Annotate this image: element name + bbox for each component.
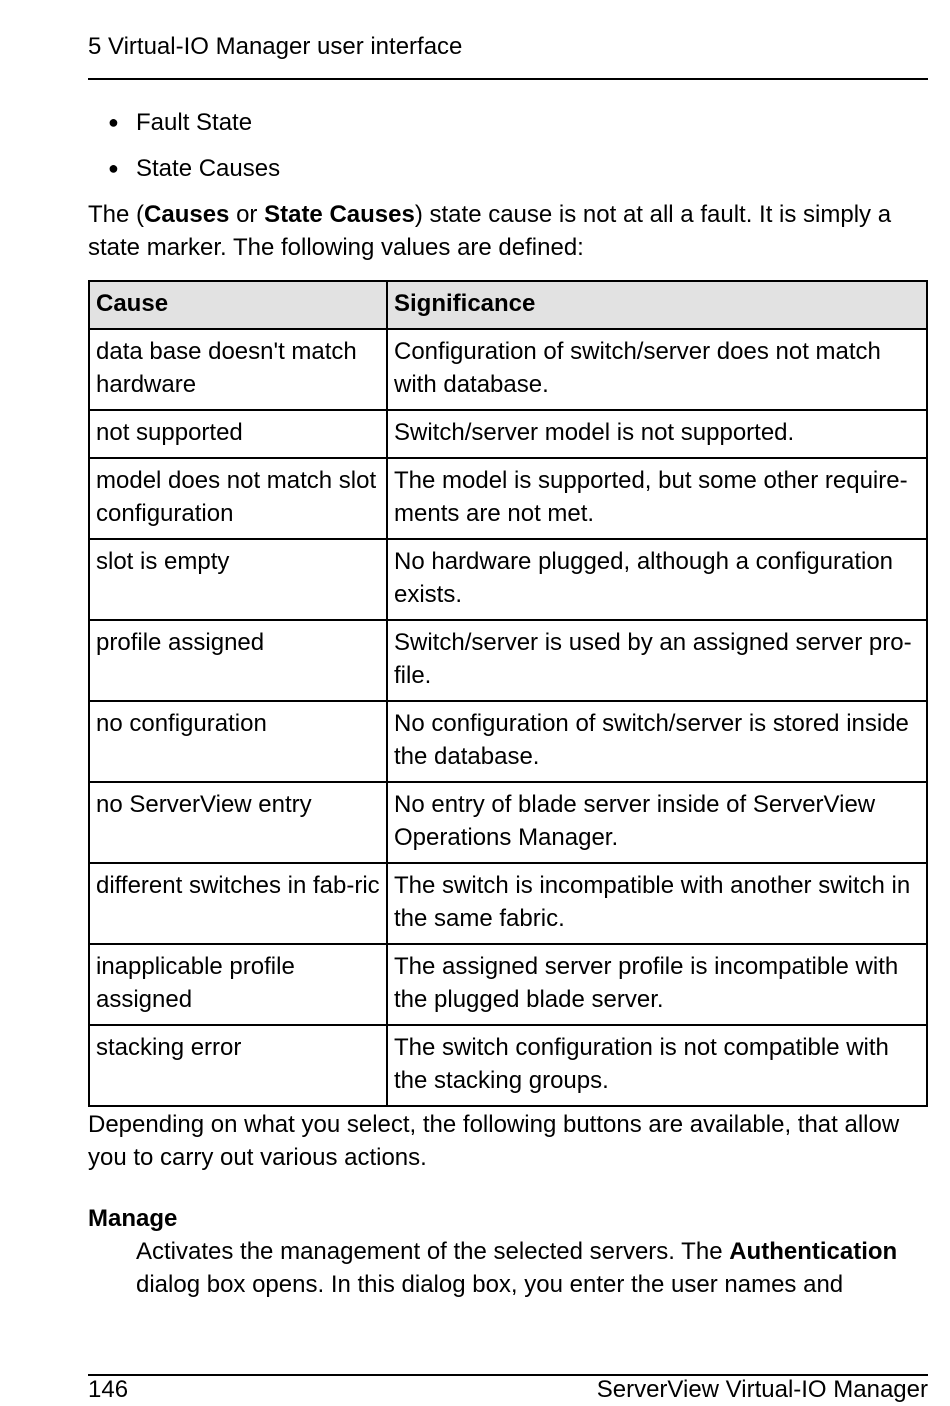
header-cause: Cause bbox=[89, 281, 387, 329]
significance-cell: No configuration of switch/server is stored inside the database. bbox=[387, 701, 927, 782]
table-row bbox=[89, 863, 927, 944]
cause-cell: profile assigned bbox=[89, 620, 387, 701]
table-row bbox=[89, 1025, 927, 1106]
significance-cell: Switch/server is used by an assigned server pro-file. bbox=[387, 620, 927, 701]
bullet-text: State Causes bbox=[136, 155, 281, 182]
intro-text: or bbox=[229, 201, 265, 228]
footer-product-name: ServerView Virtual-IO Manager bbox=[596, 1376, 928, 1403]
table-row bbox=[89, 329, 927, 410]
table-row bbox=[89, 782, 927, 863]
significance-cell: No entry of blade server inside of ServerView Operations Manager. bbox=[387, 782, 927, 863]
significance-cell: Switch/server model is not supported. bbox=[387, 410, 927, 458]
cause-cell: slot is empty bbox=[89, 539, 387, 620]
intro-text: The ( bbox=[88, 201, 145, 228]
significance-cell: The switch is incompatible with another switch in the same fabric. bbox=[387, 863, 927, 944]
manage-text: dialog box opens. In this dialog box, you enter the user names and bbox=[136, 1271, 844, 1298]
table-row bbox=[89, 701, 927, 782]
table-row bbox=[89, 410, 927, 458]
intro-text: ) state cause is not at all a fault. It is simply a state marker. The following values are defined: bbox=[88, 201, 892, 261]
intro-paragraph bbox=[88, 198, 928, 264]
cause-cell: stacking error bbox=[89, 1025, 387, 1106]
cause-cell: not supported bbox=[89, 410, 387, 458]
bullet-icon: ● bbox=[108, 158, 119, 178]
table-row bbox=[89, 944, 927, 1025]
significance-cell: Configuration of switch/server does not match with database. bbox=[387, 329, 927, 410]
significance-cell: The model is supported, but some other require-ments are not met. bbox=[387, 458, 927, 539]
bullet-text: Fault State bbox=[136, 109, 253, 136]
table-row bbox=[89, 620, 927, 701]
manage-text: Activates the management of the selected servers. The bbox=[136, 1238, 730, 1265]
cause-cell: different switches in fab-ric bbox=[89, 863, 387, 944]
page-number: 146 bbox=[88, 1376, 129, 1403]
table-header-row bbox=[89, 281, 927, 329]
bullet-item bbox=[88, 106, 280, 152]
cause-cell: no configuration bbox=[89, 701, 387, 782]
cause-cell: model does not match slot configuration bbox=[89, 458, 387, 539]
table-row bbox=[89, 458, 927, 539]
causes-table bbox=[88, 280, 928, 1107]
manage-description bbox=[136, 1235, 928, 1301]
manage-bold-authentication: Authentication bbox=[729, 1238, 898, 1265]
after-table-paragraph: Depending on what you select, the following buttons are available, that allow you to carry out various actions. bbox=[88, 1111, 900, 1171]
header-significance: Significance bbox=[387, 281, 927, 329]
intro-bold-state-causes: State Causes bbox=[264, 201, 415, 228]
bullet-item bbox=[88, 152, 280, 198]
manage-term: Manage bbox=[88, 1205, 178, 1232]
table-row bbox=[89, 539, 927, 620]
significance-cell: The switch configuration is not compatible with the stacking groups. bbox=[387, 1025, 927, 1106]
intro-bold-causes: Causes bbox=[144, 201, 230, 228]
significance-cell: The assigned server profile is incompatible with the plugged blade server. bbox=[387, 944, 927, 1025]
page-header-title: 5 Virtual-IO Manager user interface bbox=[88, 33, 463, 60]
bullet-list bbox=[88, 106, 280, 198]
cause-cell: inapplicable profile assigned bbox=[89, 944, 387, 1025]
cause-cell: no ServerView entry bbox=[89, 782, 387, 863]
header-divider bbox=[88, 78, 928, 80]
cause-cell: data base doesn't match hardware bbox=[89, 329, 387, 410]
significance-cell: No hardware plugged, although a configuration exists. bbox=[387, 539, 927, 620]
bullet-icon: ● bbox=[108, 112, 119, 132]
